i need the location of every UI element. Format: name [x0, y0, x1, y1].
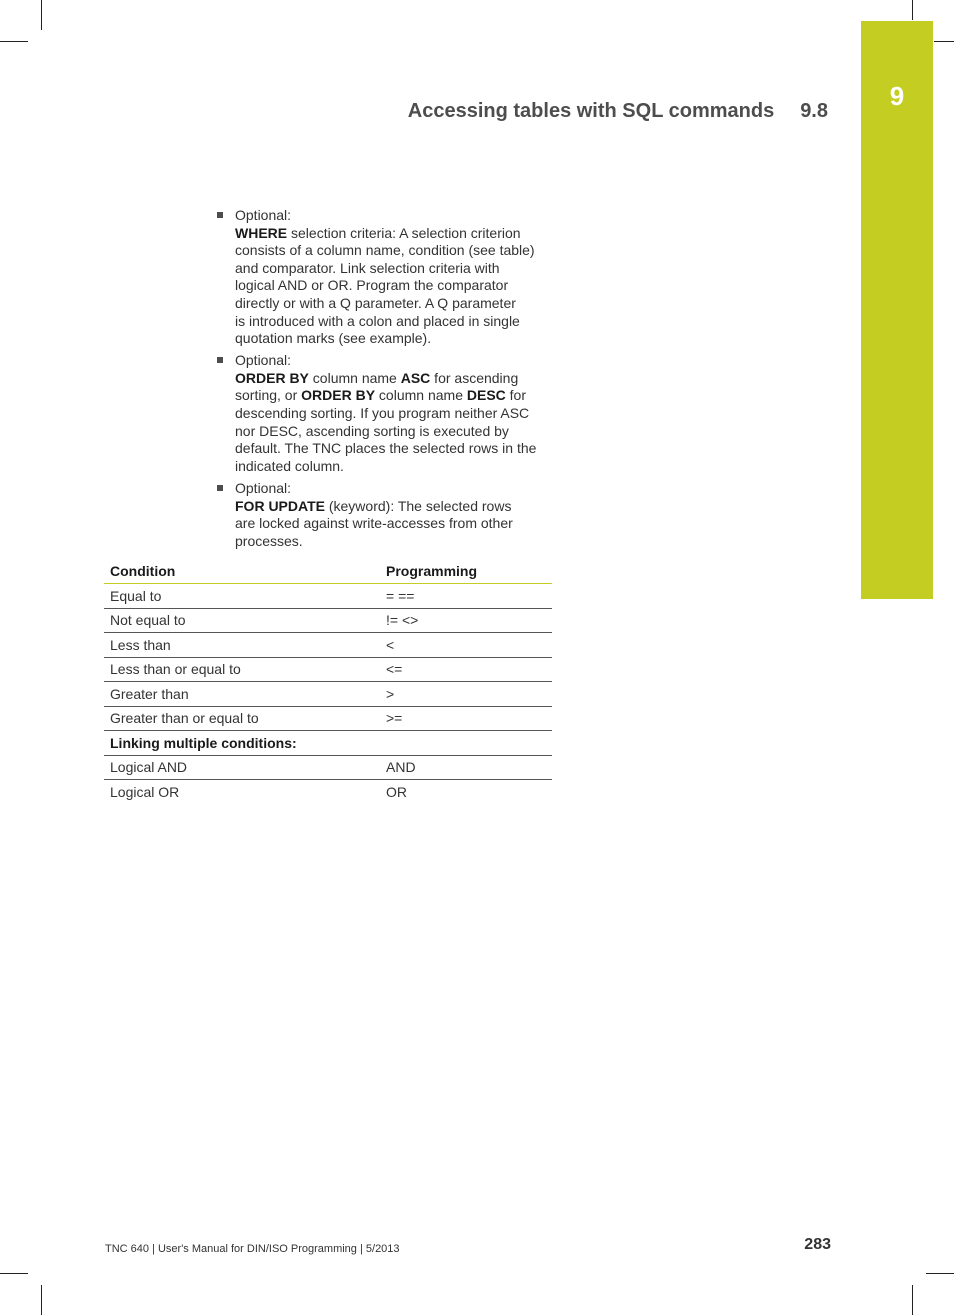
keyword: WHERE: [235, 224, 288, 241]
cell-programming: <=: [380, 657, 552, 682]
table-row: [104, 682, 552, 707]
page-number: 283: [804, 1236, 831, 1253]
cell-condition: Not equal to: [104, 608, 380, 633]
table-row: [104, 755, 552, 780]
text-segment: Optional:: [235, 479, 292, 496]
bullet-square-icon: [217, 357, 223, 363]
text-segment: column name: [375, 387, 467, 404]
bullet-line: [235, 533, 557, 551]
chapter-number: 9: [889, 81, 905, 111]
table-row: [104, 584, 552, 609]
bullet-line: [235, 440, 557, 458]
text-segment: Optional:: [235, 352, 292, 369]
bullet-line: [235, 387, 557, 405]
text-segment: directly or with a Q parameter. A Q parameter: [235, 294, 516, 311]
bullet-item: [217, 480, 557, 550]
bullet-line: [235, 260, 557, 278]
text-segment: is introduced with a colon and placed in single: [235, 312, 520, 329]
bullet-line: [235, 480, 557, 498]
table-row: [104, 633, 552, 658]
text-segment: sorting, or: [235, 387, 302, 404]
text-segment: column name: [308, 369, 401, 386]
bullet-line: [235, 295, 557, 313]
crop-mark: [0, 1273, 28, 1274]
cell-condition: Equal to: [104, 584, 380, 609]
header-title: Accessing tables with SQL commands: [407, 100, 775, 122]
table-row: [104, 706, 552, 731]
crop-mark: [926, 1273, 954, 1274]
bullet-line: [235, 498, 557, 516]
bullet-line: [235, 515, 557, 533]
text-segment: default. The TNC places the selected rows in the: [235, 440, 537, 457]
text-segment: indicated column.: [235, 457, 344, 474]
bullet-line: [235, 242, 557, 260]
cell-programming: <: [380, 633, 552, 658]
text-segment: processes.: [235, 532, 303, 549]
bullet-list: [217, 207, 557, 555]
text-segment: and comparator. Link selection criteria with: [235, 259, 500, 276]
bullet-line: [235, 352, 557, 370]
cell-condition: Logical OR: [110, 783, 180, 800]
bullet-line: [235, 330, 557, 348]
cell-programming: AND: [380, 755, 552, 780]
text-segment: Optional:: [235, 207, 292, 223]
bullet-line: [235, 423, 557, 441]
bullet-line: [235, 370, 557, 388]
cell-condition: Linking multiple conditions:: [104, 731, 380, 756]
cell-programming: [380, 731, 552, 756]
crop-mark: [41, 0, 42, 30]
footer-text: TNC 640 | User's Manual for DIN/ISO Programming | 5/2013: [105, 1243, 400, 1255]
table-row: [104, 780, 552, 804]
text-segment: (keyword): The selected rows: [324, 497, 512, 514]
crop-mark: [934, 41, 954, 42]
crop-mark: [912, 0, 913, 20]
bullet-square-icon: [217, 212, 223, 218]
text-segment: for ascending: [430, 369, 519, 386]
crop-mark: [41, 1285, 42, 1315]
keyword: ORDER BY: [235, 369, 309, 386]
cell-programming: = ==: [380, 584, 552, 609]
cell-programming: >=: [380, 706, 552, 731]
table-header-row: [104, 559, 552, 584]
text-segment: for: [505, 387, 527, 404]
cell-condition: Less than or equal to: [104, 657, 380, 682]
chapter-tab: [861, 21, 933, 599]
cell-condition: Logical AND: [104, 755, 380, 780]
cell-programming: OR: [386, 783, 407, 800]
table-row: [104, 731, 552, 756]
text-segment: nor DESC, ascending sorting is executed by: [235, 422, 509, 439]
header-section-number: 9.8: [800, 100, 828, 122]
text-segment: selection criteria: A selection criterion: [287, 224, 521, 241]
bullet-line: [235, 225, 557, 243]
cell-condition: Less than: [104, 633, 380, 658]
cell-condition: Greater than: [104, 682, 380, 707]
text-segment: are locked against write-accesses from other: [235, 515, 513, 532]
bullet-line: [235, 207, 557, 225]
bullet-line: [235, 313, 557, 331]
keyword: ORDER BY: [301, 387, 376, 404]
column-header-programming: Programming: [380, 559, 552, 584]
crop-mark: [912, 1285, 913, 1315]
keyword: DESC: [466, 387, 506, 404]
text-segment: quotation marks (see example).: [235, 330, 432, 347]
bullet-line: [235, 277, 557, 295]
bullet-square-icon: [217, 485, 223, 491]
text-segment: descending sorting. If you program neither ASC: [235, 405, 530, 422]
cell-condition: Greater than or equal to: [104, 706, 380, 731]
text-segment: consists of a column name, condition (see table): [235, 242, 535, 259]
column-header-condition: Condition: [104, 559, 380, 584]
condition-table: [104, 559, 552, 804]
crop-mark: [0, 41, 28, 42]
table-row: [104, 657, 552, 682]
table-row: [104, 608, 552, 633]
bullet-line: [235, 405, 557, 423]
bullet-item: [217, 352, 557, 475]
cell-programming: != <>: [380, 608, 552, 633]
keyword: FOR UPDATE: [235, 497, 325, 514]
running-header: [300, 97, 828, 125]
bullet-line: [235, 458, 557, 476]
text-segment: logical AND or OR. Program the comparator: [235, 277, 509, 294]
keyword: ASC: [400, 369, 431, 386]
cell-programming: >: [380, 682, 552, 707]
bullet-item: [217, 207, 557, 348]
